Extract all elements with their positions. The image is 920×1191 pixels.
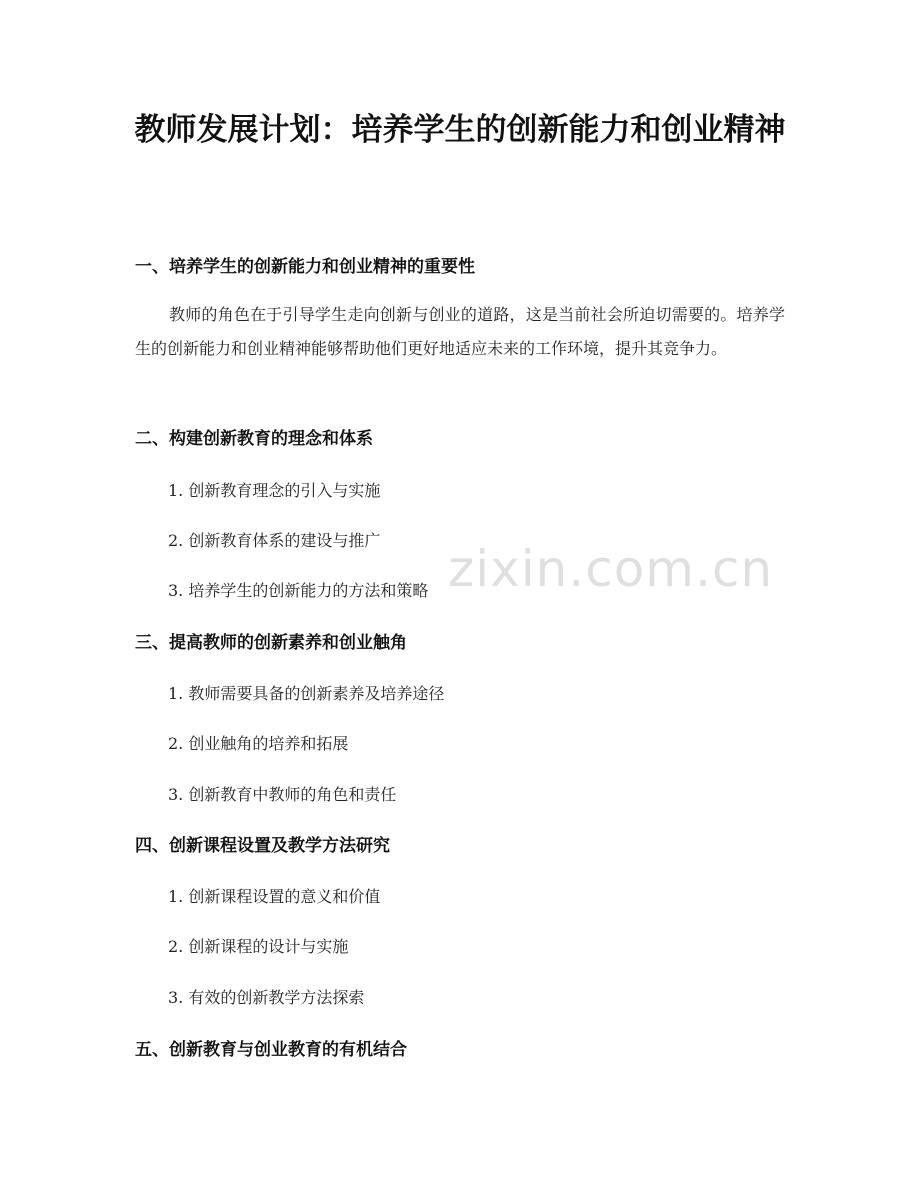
section-heading-5: 五、创新教育与创业教育的有机结合: [135, 1040, 407, 1060]
list-item: 1. 创新教育理念的引入与实施: [168, 481, 381, 500]
section-heading-2: 二、构建创新教育的理念和体系: [135, 429, 373, 449]
list-item: 2. 创新教育体系的建设与推广: [168, 531, 381, 550]
list-item: 3. 有效的创新教学方法探索: [168, 988, 365, 1007]
section-heading-4: 四、创新课程设置及教学方法研究: [135, 836, 390, 856]
section-1-paragraph: 教师的角色在于引导学生走向创新与创业的道路，这是当前社会所迫切需要的。培养学生的创新能力和创业精神能够帮助他们更好地适应未来的工作环境，提升其竞争力。: [135, 305, 785, 358]
list-item: 3. 培养学生的创新能力的方法和策略: [168, 581, 429, 600]
list-item: 1. 创新课程设置的意义和价值: [168, 887, 381, 906]
section-heading-1: 一、培养学生的创新能力和创业精神的重要性: [135, 257, 475, 277]
watermark: zixin.com.cn: [448, 540, 774, 598]
section-heading-3: 三、提高教师的创新素养和创业触角: [135, 633, 407, 653]
list-item: 2. 创新课程的设计与实施: [168, 937, 349, 956]
list-item: 2. 创业触角的培养和拓展: [168, 734, 349, 753]
list-item: 3. 创新教育中教师的角色和责任: [168, 785, 397, 804]
list-item: 1. 教师需要具备的创新素养及培养途径: [168, 684, 445, 703]
document-title: 教师发展计划：培养学生的创新能力和创业精神: [134, 112, 786, 148]
